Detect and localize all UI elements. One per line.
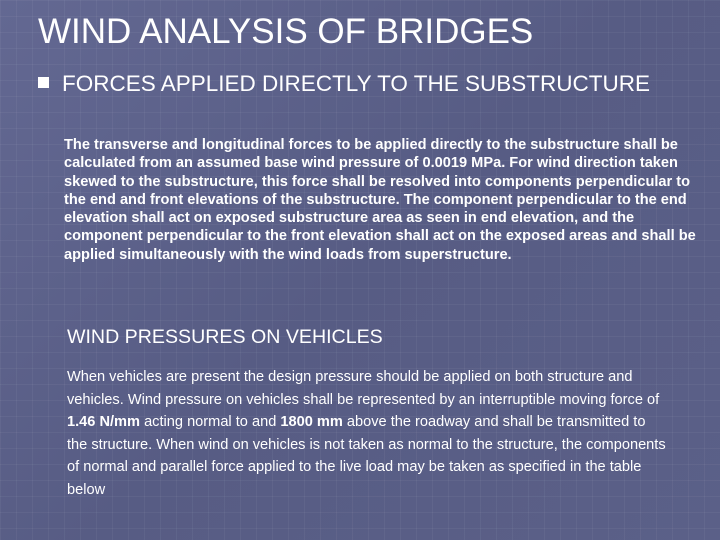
bullet-heading-text: FORCES APPLIED DIRECTLY TO THE SUBSTRUCTURE [62, 71, 651, 96]
vehicle-paragraph-text-3: above the roadway and shall be transmitted to the structure. When wind on vehicles is not taken as normal to the structure, the components of normal and parallel force applied to the live load may be taken as specified in the table below [67, 414, 666, 498]
moving-force-value: 1.46 N/mm [67, 414, 141, 431]
substructure-paragraph-text-1: The transverse and longitudinal forces to be applied directly to the substructure shall be calculated from an assumed base wind pressure of [64, 137, 678, 172]
vehicle-paragraph-text-2: acting normal to and [140, 414, 281, 431]
slide-title: WIND ANALYSIS OF BRIDGES [38, 12, 534, 51]
square-bullet-icon [38, 77, 49, 88]
substructure-paragraph-text-2: . For wind direction taken skewed to the substructure, this force shall be resolved into components perpendicular to the end and front elevations of the substructure. The component perpendicular to the end elevation shall act on exposed substructure area as seen in end elevation, and the component perpendicular to the front elevation shall act on the exposed areas and shall be applied simultaneously with the wind loads from superstructure. [64, 155, 696, 263]
vehicle-pressure-paragraph [67, 366, 667, 502]
base-wind-pressure-value: 0.0019 MPa [422, 155, 502, 172]
bullet-heading [38, 70, 678, 98]
height-above-roadway-value: 1800 mm [280, 414, 343, 431]
substructure-paragraph [64, 136, 704, 264]
vehicle-paragraph-text-1: When vehicles are present the design pressure should be applied on both structure and vehicles. Wind pressure on vehicles shall be represented by an interruptible moving force of [67, 369, 660, 408]
vehicle-pressure-heading: WIND PRESSURES ON VEHICLES [67, 326, 383, 348]
